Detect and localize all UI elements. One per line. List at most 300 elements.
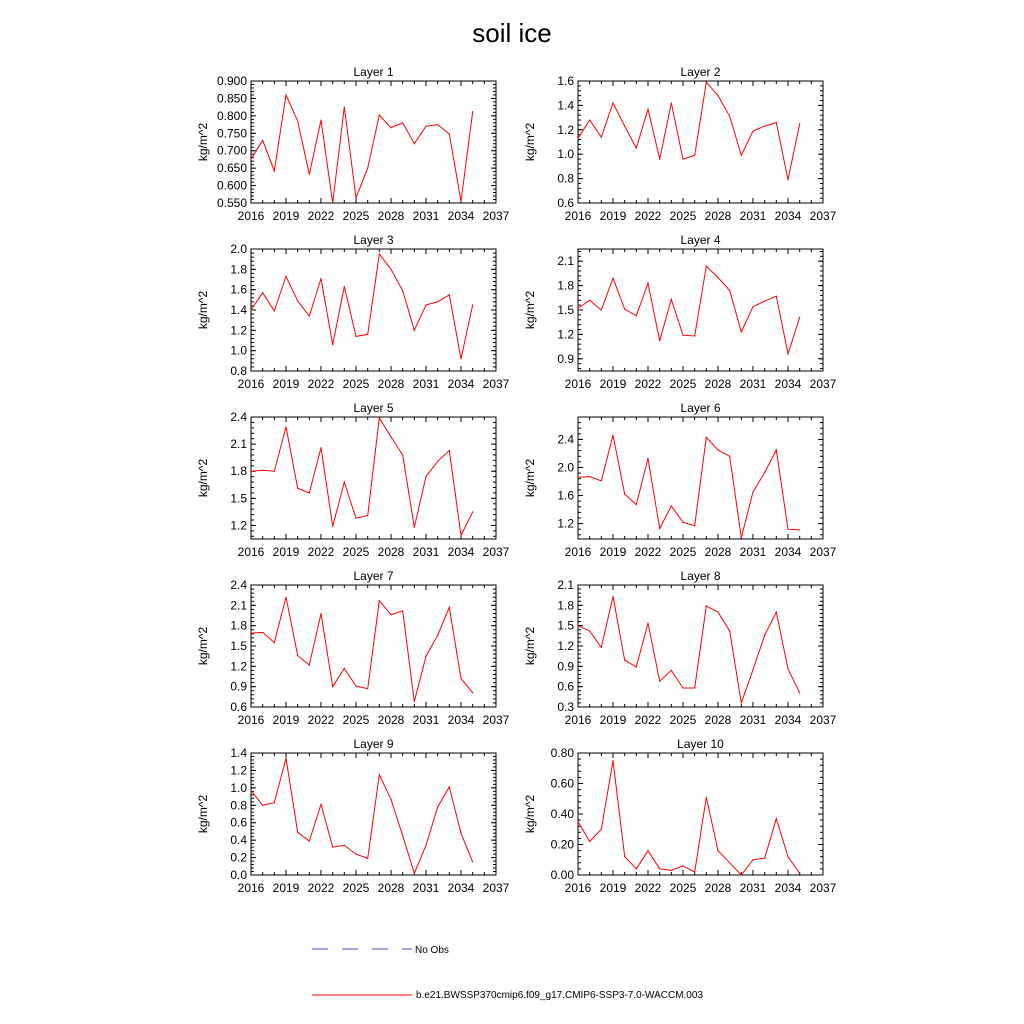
x-tick-label: 2031 bbox=[412, 881, 440, 895]
y-tick-label: 2.0 bbox=[230, 242, 247, 256]
x-tick-label: 2025 bbox=[669, 713, 697, 727]
data-point bbox=[262, 140, 263, 141]
data-point bbox=[285, 94, 286, 95]
data-point bbox=[636, 148, 637, 149]
data-point bbox=[787, 529, 788, 530]
data-point bbox=[776, 818, 777, 819]
y-tick-label: 1.6 bbox=[557, 488, 574, 503]
y-tick-label: 0.8 bbox=[557, 171, 574, 186]
panel-layer-9 bbox=[196, 737, 510, 895]
panel-title: Layer 7 bbox=[353, 569, 394, 583]
x-tick-label: 2022 bbox=[634, 545, 662, 559]
x-tick-label: 2019 bbox=[599, 209, 627, 223]
x-tick-label: 2028 bbox=[704, 545, 732, 559]
y-tick-label: 1.0 bbox=[230, 780, 247, 795]
data-point bbox=[367, 515, 368, 516]
x-tick-label: 2019 bbox=[599, 713, 627, 727]
data-point bbox=[752, 859, 753, 860]
y-axis-label: kg/m^2 bbox=[196, 290, 210, 330]
data-point bbox=[717, 850, 718, 851]
x-tick-label: 2034 bbox=[447, 545, 475, 559]
data-point bbox=[589, 630, 590, 631]
data-point bbox=[250, 471, 251, 472]
data-point bbox=[414, 701, 415, 702]
panel-layer-1 bbox=[196, 65, 510, 223]
data-point bbox=[776, 122, 777, 123]
data-point bbox=[659, 340, 660, 341]
y-tick-label: 1.5 bbox=[557, 618, 574, 633]
data-point bbox=[437, 461, 438, 462]
x-tick-label: 2022 bbox=[307, 209, 335, 223]
y-tick-label: 0.550 bbox=[216, 196, 247, 210]
x-tick-label: 2025 bbox=[342, 377, 370, 391]
panel-title: Layer 10 bbox=[677, 737, 724, 751]
data-point bbox=[612, 435, 613, 436]
data-point bbox=[332, 686, 333, 687]
data-point bbox=[274, 471, 275, 472]
data-point bbox=[647, 622, 648, 623]
x-tick-label: 2019 bbox=[599, 545, 627, 559]
x-tick-label: 2019 bbox=[599, 377, 627, 391]
data-point bbox=[262, 805, 263, 806]
data-point bbox=[706, 82, 707, 83]
x-tick-label: 2022 bbox=[634, 377, 662, 391]
x-tick-label: 2025 bbox=[669, 545, 697, 559]
y-tick-label: 1.4 bbox=[230, 303, 247, 317]
y-tick-label: 0.20 bbox=[550, 837, 574, 852]
x-tick-label: 2025 bbox=[342, 881, 370, 895]
x-tick-label: 2022 bbox=[307, 881, 335, 895]
x-tick-label: 2019 bbox=[272, 545, 300, 559]
data-point bbox=[752, 130, 753, 131]
panel-title: Layer 5 bbox=[353, 401, 394, 415]
y-tick-label: 2.1 bbox=[557, 254, 574, 269]
y-tick-label: 0.0 bbox=[230, 868, 247, 882]
data-point bbox=[460, 535, 461, 536]
y-tick-label: 0.60 bbox=[550, 776, 574, 791]
series-line bbox=[578, 761, 800, 875]
x-tick-label: 2016 bbox=[237, 377, 265, 391]
data-point bbox=[285, 758, 286, 759]
data-point bbox=[612, 596, 613, 597]
y-tick-label: 0.6 bbox=[230, 815, 247, 830]
series-line bbox=[578, 435, 800, 537]
x-tick-label: 2031 bbox=[412, 377, 440, 391]
data-point bbox=[647, 108, 648, 109]
y-axis-label: kg/m^2 bbox=[196, 458, 210, 498]
y-axis-label: kg/m^2 bbox=[196, 626, 210, 666]
y-tick-label: 1.6 bbox=[230, 282, 247, 297]
panel-layer-3 bbox=[196, 233, 510, 391]
x-tick-label: 2031 bbox=[412, 713, 440, 727]
data-point bbox=[729, 116, 730, 117]
data-point bbox=[764, 635, 765, 636]
data-point bbox=[250, 309, 251, 310]
x-tick-label: 2031 bbox=[412, 209, 440, 223]
data-point bbox=[402, 290, 403, 291]
data-point bbox=[717, 449, 718, 450]
data-point bbox=[472, 511, 473, 512]
data-point bbox=[601, 137, 602, 138]
data-point bbox=[741, 702, 742, 703]
panel-layer-2 bbox=[523, 65, 837, 223]
x-tick-label: 2028 bbox=[377, 209, 405, 223]
data-point bbox=[706, 437, 707, 438]
data-point bbox=[285, 426, 286, 427]
data-point bbox=[402, 122, 403, 123]
x-tick-label: 2022 bbox=[634, 713, 662, 727]
x-tick-label: 2037 bbox=[809, 713, 837, 727]
x-tick-label: 2025 bbox=[669, 881, 697, 895]
y-tick-label: 0.80 bbox=[550, 746, 574, 760]
series-line bbox=[578, 597, 800, 703]
data-point bbox=[671, 299, 672, 300]
data-point bbox=[624, 856, 625, 857]
data-point bbox=[752, 491, 753, 492]
y-tick-label: 0.6 bbox=[557, 196, 574, 210]
plot-frame bbox=[578, 81, 823, 203]
data-point bbox=[659, 681, 660, 682]
x-tick-label: 2034 bbox=[774, 881, 802, 895]
panel-title: Layer 2 bbox=[680, 65, 721, 79]
data-point bbox=[671, 670, 672, 671]
x-tick-label: 2016 bbox=[237, 881, 265, 895]
data-point bbox=[472, 861, 473, 862]
data-point bbox=[717, 277, 718, 278]
panel-layer-7 bbox=[196, 569, 510, 727]
panel-layer-8 bbox=[523, 569, 837, 727]
x-tick-label: 2025 bbox=[669, 377, 697, 391]
data-point bbox=[741, 331, 742, 332]
y-tick-label: 1.2 bbox=[230, 659, 247, 674]
data-point bbox=[764, 472, 765, 473]
data-point bbox=[309, 840, 310, 841]
y-tick-label: 0.900 bbox=[216, 74, 247, 88]
data-point bbox=[297, 488, 298, 489]
data-point bbox=[682, 687, 683, 688]
data-point bbox=[367, 334, 368, 335]
panel-layer-10 bbox=[523, 737, 837, 895]
data-point bbox=[647, 458, 648, 459]
data-point bbox=[671, 505, 672, 506]
x-tick-label: 2028 bbox=[377, 377, 405, 391]
data-point bbox=[274, 170, 275, 171]
data-point bbox=[647, 850, 648, 851]
x-tick-label: 2034 bbox=[774, 713, 802, 727]
plot-frame bbox=[251, 249, 496, 371]
data-point bbox=[729, 456, 730, 457]
data-point bbox=[636, 315, 637, 316]
series-line bbox=[251, 597, 473, 701]
series-line bbox=[251, 95, 473, 203]
data-point bbox=[682, 522, 683, 523]
data-point bbox=[332, 526, 333, 527]
y-tick-label: 0.650 bbox=[216, 161, 247, 176]
data-point bbox=[659, 868, 660, 869]
y-axis-label: kg/m^2 bbox=[523, 626, 537, 666]
data-point bbox=[741, 155, 742, 156]
y-tick-label: 0.2 bbox=[230, 850, 247, 865]
panel-title: Layer 9 bbox=[353, 737, 394, 751]
x-tick-label: 2028 bbox=[704, 377, 732, 391]
data-point bbox=[659, 528, 660, 529]
data-point bbox=[285, 597, 286, 598]
data-point bbox=[367, 688, 368, 689]
data-point bbox=[355, 685, 356, 686]
y-tick-label: 1.2 bbox=[557, 122, 574, 137]
y-tick-label: 2.4 bbox=[230, 578, 247, 592]
data-point bbox=[741, 537, 742, 538]
data-point bbox=[636, 504, 637, 505]
x-tick-label: 2025 bbox=[669, 209, 697, 223]
data-point bbox=[460, 201, 461, 202]
x-tick-label: 2016 bbox=[564, 881, 592, 895]
data-point bbox=[671, 870, 672, 871]
x-tick-label: 2037 bbox=[482, 377, 510, 391]
y-tick-label: 0.4 bbox=[230, 833, 247, 848]
y-tick-label: 0.00 bbox=[550, 868, 574, 882]
data-point bbox=[297, 120, 298, 121]
y-tick-label: 0.8 bbox=[230, 798, 247, 813]
y-axis-label: kg/m^2 bbox=[523, 458, 537, 498]
y-tick-label: 1.2 bbox=[557, 516, 574, 531]
data-point bbox=[799, 529, 800, 530]
data-point bbox=[355, 197, 356, 198]
data-point bbox=[285, 276, 286, 277]
data-point bbox=[601, 480, 602, 481]
data-point bbox=[332, 202, 333, 203]
data-point bbox=[460, 358, 461, 359]
data-point bbox=[706, 605, 707, 606]
x-tick-label: 2034 bbox=[447, 881, 475, 895]
x-tick-label: 2037 bbox=[482, 545, 510, 559]
data-point bbox=[472, 692, 473, 693]
x-tick-label: 2022 bbox=[307, 713, 335, 727]
data-point bbox=[799, 123, 800, 124]
y-tick-label: 1.4 bbox=[230, 746, 247, 760]
legend bbox=[312, 945, 703, 1001]
panel-layer-4 bbox=[523, 233, 837, 391]
data-point bbox=[262, 632, 263, 633]
y-tick-label: 2.4 bbox=[557, 432, 574, 447]
series-line bbox=[578, 82, 800, 180]
x-tick-label: 2037 bbox=[809, 881, 837, 895]
data-point bbox=[274, 642, 275, 643]
data-point bbox=[414, 330, 415, 331]
data-point bbox=[320, 447, 321, 448]
x-tick-label: 2022 bbox=[307, 377, 335, 391]
data-point bbox=[577, 625, 578, 626]
data-point bbox=[717, 95, 718, 96]
data-point bbox=[332, 847, 333, 848]
data-point bbox=[787, 353, 788, 354]
y-tick-label: 1.4 bbox=[557, 98, 574, 113]
data-point bbox=[460, 833, 461, 834]
data-point bbox=[799, 692, 800, 693]
series-line bbox=[251, 758, 473, 873]
y-tick-label: 1.0 bbox=[557, 147, 574, 162]
legend-model-label: b.e21.BWSSP370cmip6.f09_g17.CMIP6-SSP3-7.0-WACCM.003 bbox=[416, 990, 703, 1001]
data-point bbox=[671, 102, 672, 103]
data-point bbox=[601, 309, 602, 310]
y-axis-label: kg/m^2 bbox=[196, 122, 210, 162]
y-tick-label: 2.4 bbox=[230, 410, 247, 424]
x-tick-label: 2034 bbox=[447, 713, 475, 727]
x-tick-label: 2034 bbox=[774, 209, 802, 223]
y-tick-label: 1.8 bbox=[230, 262, 247, 277]
y-axis-label: kg/m^2 bbox=[523, 122, 537, 162]
data-point bbox=[344, 286, 345, 287]
data-point bbox=[332, 344, 333, 345]
data-point bbox=[624, 494, 625, 495]
data-point bbox=[367, 858, 368, 859]
y-tick-label: 0.850 bbox=[216, 91, 247, 106]
data-point bbox=[379, 115, 380, 116]
y-tick-label: 1.2 bbox=[230, 518, 247, 533]
y-tick-label: 1.8 bbox=[230, 618, 247, 633]
data-point bbox=[367, 168, 368, 169]
data-point bbox=[437, 635, 438, 636]
y-tick-label: 0.6 bbox=[230, 700, 247, 714]
data-point bbox=[682, 865, 683, 866]
series-line bbox=[578, 266, 800, 354]
y-axis-label: kg/m^2 bbox=[523, 290, 537, 330]
data-point bbox=[577, 477, 578, 478]
data-point bbox=[379, 774, 380, 775]
data-point bbox=[589, 476, 590, 477]
data-point bbox=[344, 107, 345, 108]
legend-obs-label: No Obs bbox=[415, 945, 449, 956]
y-tick-label: 0.9 bbox=[557, 659, 574, 674]
data-point bbox=[577, 308, 578, 309]
x-tick-label: 2016 bbox=[564, 377, 592, 391]
x-tick-label: 2037 bbox=[482, 881, 510, 895]
y-tick-label: 1.5 bbox=[557, 303, 574, 317]
x-tick-label: 2019 bbox=[272, 881, 300, 895]
x-tick-label: 2022 bbox=[307, 545, 335, 559]
y-tick-label: 2.1 bbox=[230, 598, 247, 613]
y-tick-label: 1.2 bbox=[557, 327, 574, 342]
data-point bbox=[344, 845, 345, 846]
x-tick-label: 2028 bbox=[377, 713, 405, 727]
y-tick-label: 0.9 bbox=[230, 679, 247, 694]
y-tick-label: 1.2 bbox=[230, 323, 247, 338]
data-point bbox=[776, 612, 777, 613]
panel-title: Layer 1 bbox=[353, 65, 394, 79]
data-point bbox=[764, 858, 765, 859]
data-point bbox=[449, 607, 450, 608]
data-point bbox=[379, 253, 380, 254]
data-point bbox=[297, 300, 298, 301]
series-line bbox=[251, 418, 473, 536]
data-point bbox=[437, 301, 438, 302]
x-tick-label: 2016 bbox=[564, 713, 592, 727]
y-tick-label: 1.8 bbox=[557, 278, 574, 293]
y-tick-label: 0.3 bbox=[557, 700, 574, 714]
data-point bbox=[390, 436, 391, 437]
data-point bbox=[414, 873, 415, 874]
panel-title: Layer 8 bbox=[680, 569, 721, 583]
data-point bbox=[425, 656, 426, 657]
data-point bbox=[449, 786, 450, 787]
y-tick-label: 1.2 bbox=[557, 639, 574, 653]
data-point bbox=[402, 610, 403, 611]
data-point bbox=[274, 802, 275, 803]
data-point bbox=[425, 126, 426, 127]
data-point bbox=[799, 317, 800, 318]
data-point bbox=[355, 853, 356, 854]
data-point bbox=[764, 300, 765, 301]
data-point bbox=[741, 874, 742, 875]
data-point bbox=[647, 283, 648, 284]
x-tick-label: 2028 bbox=[704, 713, 732, 727]
x-tick-label: 2037 bbox=[809, 377, 837, 391]
x-tick-label: 2037 bbox=[482, 209, 510, 223]
data-point bbox=[694, 155, 695, 156]
y-tick-label: 0.750 bbox=[216, 126, 247, 141]
plot-frame bbox=[578, 249, 823, 371]
y-tick-label: 1.6 bbox=[557, 74, 574, 88]
x-tick-label: 2037 bbox=[482, 713, 510, 727]
data-point bbox=[379, 417, 380, 418]
data-point bbox=[472, 111, 473, 112]
y-tick-label: 2.1 bbox=[557, 578, 574, 592]
data-point bbox=[787, 668, 788, 669]
y-tick-label: 1.5 bbox=[230, 491, 247, 506]
data-point bbox=[309, 492, 310, 493]
data-point bbox=[694, 687, 695, 688]
data-point bbox=[262, 470, 263, 471]
data-point bbox=[262, 292, 263, 293]
x-tick-label: 2037 bbox=[809, 209, 837, 223]
panel-title: Layer 6 bbox=[680, 401, 721, 415]
data-point bbox=[355, 518, 356, 519]
data-point bbox=[379, 600, 380, 601]
data-point bbox=[437, 806, 438, 807]
data-point bbox=[624, 126, 625, 127]
x-tick-label: 2031 bbox=[739, 881, 767, 895]
data-point bbox=[682, 335, 683, 336]
data-point bbox=[297, 832, 298, 833]
series-line bbox=[251, 254, 473, 359]
data-point bbox=[425, 476, 426, 477]
y-tick-label: 0.700 bbox=[216, 143, 247, 158]
x-tick-label: 2019 bbox=[599, 881, 627, 895]
data-point bbox=[729, 290, 730, 291]
x-tick-label: 2028 bbox=[704, 881, 732, 895]
y-tick-label: 1.8 bbox=[557, 598, 574, 613]
x-tick-label: 2022 bbox=[634, 881, 662, 895]
data-point bbox=[729, 630, 730, 631]
data-point bbox=[659, 158, 660, 159]
data-point bbox=[776, 449, 777, 450]
data-point bbox=[589, 841, 590, 842]
y-tick-label: 2.1 bbox=[230, 437, 247, 452]
data-point bbox=[624, 309, 625, 310]
y-tick-label: 0.40 bbox=[550, 807, 574, 821]
data-point bbox=[589, 119, 590, 120]
data-point bbox=[320, 278, 321, 279]
data-point bbox=[577, 138, 578, 139]
x-tick-label: 2016 bbox=[237, 545, 265, 559]
data-point bbox=[706, 265, 707, 266]
x-tick-label: 2031 bbox=[739, 545, 767, 559]
data-point bbox=[694, 525, 695, 526]
data-point bbox=[449, 294, 450, 295]
data-point bbox=[309, 316, 310, 317]
y-tick-label: 0.9 bbox=[557, 351, 574, 366]
x-tick-label: 2025 bbox=[342, 209, 370, 223]
